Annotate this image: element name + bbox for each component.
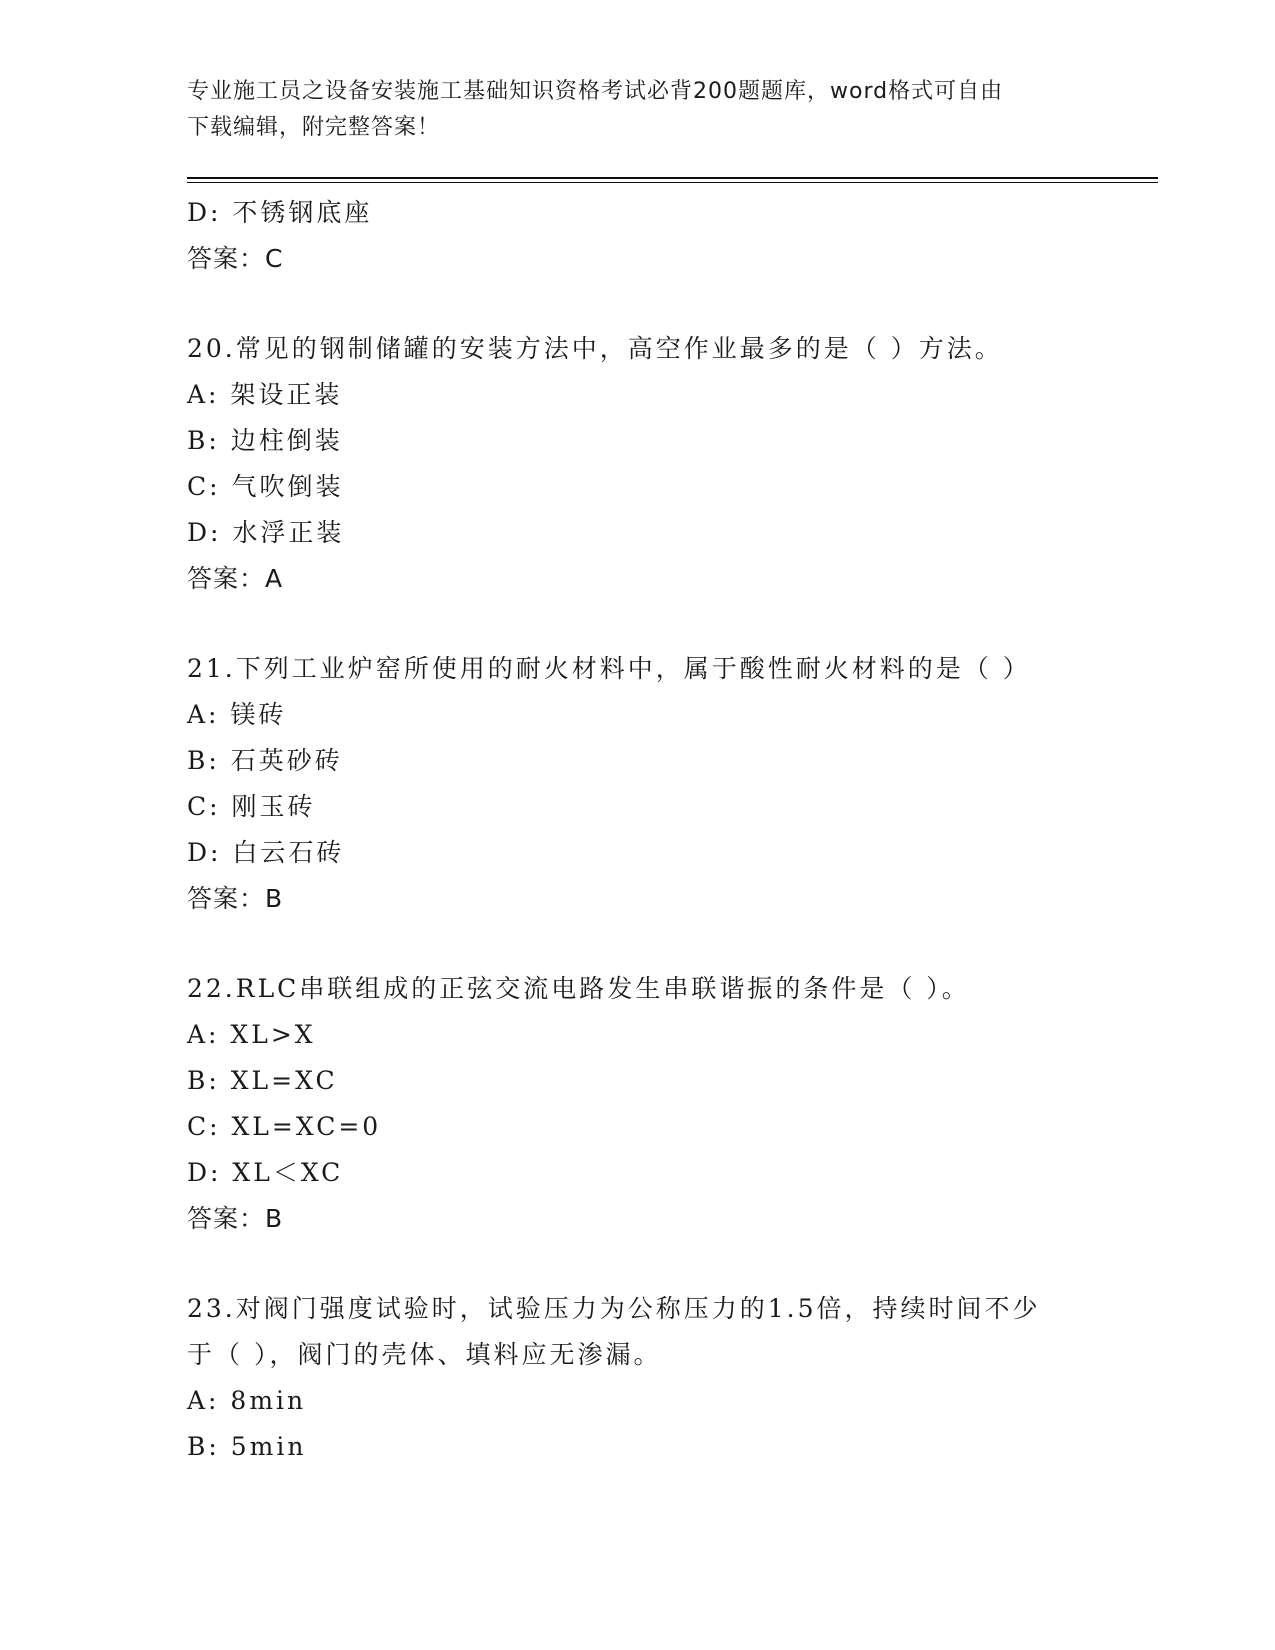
- answer: 答案：C: [187, 244, 284, 273]
- header-rule-thick: [187, 177, 1158, 179]
- answer: 答案：A: [187, 564, 284, 593]
- option-d: D: 白云石砖: [187, 838, 345, 867]
- option-a: A: 架设正装: [187, 380, 343, 409]
- question-stem-line-2: 于（ ），阀门的壳体、填料应无渗漏。: [187, 1340, 662, 1369]
- question-stem-line-1: 23.对阀门强度试验时，试验压力为公称压力的1.5倍，持续时间不少: [187, 1294, 1041, 1323]
- header-line-2: 下载编辑，附完整答案！: [187, 115, 441, 140]
- option-c: C: XL=XC=0: [187, 1112, 382, 1141]
- option-a: A: XL>X: [187, 1020, 316, 1049]
- answer: 答案：B: [187, 1204, 284, 1233]
- option-d: D: 水浮正装: [187, 518, 345, 547]
- option-b: B: 石英砂砖: [187, 746, 343, 775]
- option-b: B: 5min: [187, 1432, 307, 1461]
- option-a: A: 镁砖: [187, 700, 287, 729]
- option-d: D: 不锈钢底座: [187, 198, 373, 227]
- header-line-1: 专业施工员之设备安装施工基础知识资格考试必背200题题库，word格式可自由: [187, 79, 1004, 104]
- question-stem: 21.下列工业炉窑所使用的耐火材料中，属于酸性耐火材料的是（ ）: [187, 654, 1031, 683]
- option-d: D: XL＜XC: [187, 1158, 344, 1187]
- question-list: [187, 190, 1158, 1470]
- question-stem: 22.RLC串联组成的正弦交流电路发生串联谐振的条件是（ ）。: [187, 974, 970, 1003]
- answer: 答案：B: [187, 884, 284, 913]
- document-header: [187, 74, 1087, 146]
- option-b: B: 边柱倒装: [187, 426, 343, 455]
- header-rule-thin: [187, 182, 1158, 183]
- question-stem: 20.常见的钢制储罐的安装方法中，高空作业最多的是（ ）方法。: [187, 334, 1003, 363]
- option-c: C: 气吹倒装: [187, 472, 344, 501]
- option-b: B: XL=XC: [187, 1066, 338, 1095]
- option-a: A: 8min: [187, 1386, 307, 1415]
- option-c: C: 刚玉砖: [187, 792, 316, 821]
